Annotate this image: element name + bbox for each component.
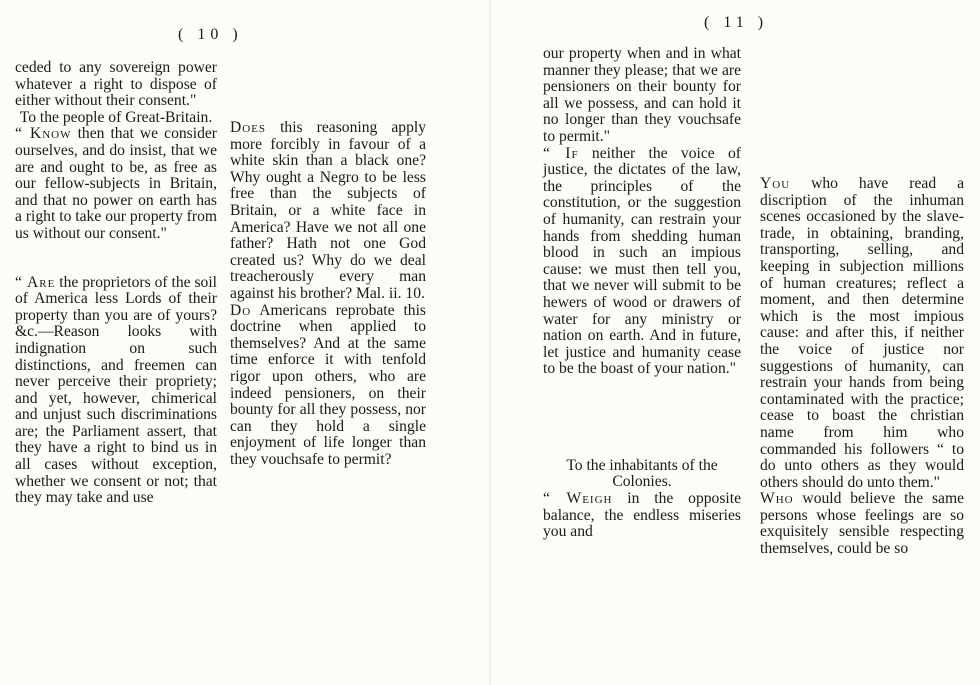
paragraph-lead: “ If [543,144,579,162]
paragraph-lead: “ Are [15,273,56,291]
paragraph-text: neither the voice of justice, the dictates of the law, the principles of the constitution, or the suggestion of humanity, can restrain your hands from shedding human blood in such an impious cause: we must then tell you, that we never will submit to be hewers of wood or drawers of water for any ministry or nation on earth. And in future, let justice and humanity cease to be the boast of your nation." [543,144,745,378]
paragraph-lead: You [760,175,791,192]
paragraph [543,144,745,378]
paragraph-text: would believe the same persons whose feelings are so exquisitely sensible respecting themselves, could be so [760,490,968,558]
section-heading [543,458,741,491]
paragraph-text: the proprietors of the soil of America less Lords of their property than you are of yours? &c.—Reason looks with indignation on such distinctions, and freemen can never perceive their propriety; and yet, however, chimerical and unjust such discriminations are; the Parliament assert, that they have a right to bind us in all cases without exception, whether we consent or not; that they may take and use [15,273,221,507]
paragraph-lead: “ Weigh [543,490,613,508]
paragraph [760,175,968,491]
paragraph-text: our property when and in what manner they please; that we are pensioners on their bounty for all we possess, and can hold it no longer than they vouchsafe to permit." [543,45,745,145]
blank-line [543,378,741,394]
left-column-2 [230,119,430,468]
left-column-1 [15,59,221,507]
paragraph-lead: “ Know [15,125,72,143]
right-column-1 [543,45,745,541]
paragraph [230,119,430,303]
paragraph [15,125,221,242]
paragraph [543,490,745,541]
blank-line [15,259,217,275]
blank-line [15,243,217,259]
paragraph-lead: Do [230,301,252,319]
blank-line [543,426,741,442]
paragraph-text: this reasoning apply more forcibly in favour of a white skin than a black one? Why ought a Negro to be less free than the subjects of Britain, or a white face in America? Have we not all one father? Hath not one God created us? Why do we deal treacherously every man against his brother? Mal. ii. 10. [230,119,430,302]
page-number-11: ( 11 ) [704,14,769,31]
paragraph [543,45,745,146]
paragraph [15,59,221,110]
paragraph-text: in the opposite balance, the endless miseries you and [543,490,745,541]
paragraph-text: ceded to any sovereign power whatever a right to dispose of either without their consent." [15,59,221,110]
blank-line [543,442,741,458]
page-number-10: ( 10 ) [178,26,243,43]
paragraph-text: To the people of Great-Britain. [19,108,213,126]
paragraph-text: Americans reprobate this doctrine when applied to themselves? And at the same time enforce it with tenfold rigor upon others, who are indeed pensioners, on their bounty for all they possess, nor can they hold a single enjoyment of life longer than they vouchsafe to permit? [230,301,430,468]
right-page [490,0,980,685]
paragraph-text: then that we consider ourselves, and do insist, that we are and ought to be, as free as our fellow-subjects in Britain, and that no power on earth has a right to take our property from us without our consent." [15,125,221,242]
paragraph [15,273,221,507]
paragraph-lead: Does [230,119,267,136]
paragraph [760,490,968,558]
blank-line [543,410,741,426]
right-column-2 [760,175,968,558]
paragraph-text: who have read a discription of the inhuman scenes occasioned by the slave-trade, in obtaining, branding, transporting, selling, and keeping in subjection millions of human creatures; reflect a moment, and then determine which is the most impious cause: and after this, if neither the voice of justice nor suggestions of humanity, can restrain your hands from being contaminated with the practice; cease to boast the christian name from him who commanded his followers “ to do unto others as they would others should do unto them." [760,175,968,491]
blank-line [543,394,741,410]
paragraph-text: To the inhabitants of the Colonies. [566,456,722,491]
paragraph-lead: Who [760,490,794,508]
paragraph [230,301,430,469]
section-heading [15,110,217,127]
